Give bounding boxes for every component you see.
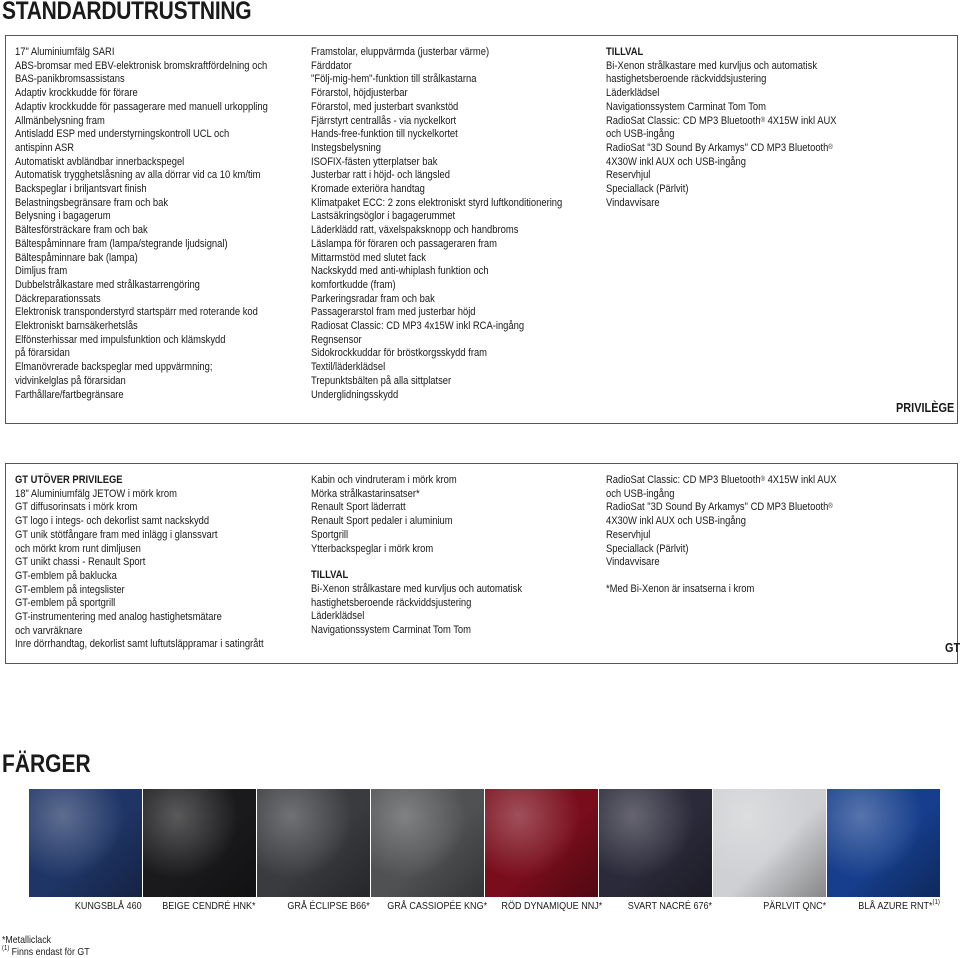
gt-feature-list [15,488,264,652]
list-item: GT-emblem på integslister [15,583,125,596]
list-item: hastighetsberoende räckviddsjustering [311,596,472,609]
list-item: Förarstol, höjdjusterbar [311,87,408,100]
color-label-text: BLÅ AZURE RNT* [858,900,933,912]
list-item: 17" Aluminiumfälg SARI [15,46,115,58]
color-label [713,900,826,912]
color-label-text: KUNGSBLÅ 460 [75,900,142,912]
list-item: Fjärrstyrt centrallås - via nyckelkort [311,114,457,127]
list-item: "Följ-mig-hem"-funktion till strålkastarna [311,73,477,86]
options-list [606,60,837,211]
list-item: vidvinkelglas på förarsidan [15,374,126,387]
color-swatch [257,789,370,897]
color-swatch [713,789,826,897]
color-label-text: GRÅ ÉCLIPSE B66* [287,900,370,912]
list-item: Vindavvisare [606,556,660,569]
list-item: GT-emblem på sportgrill [15,597,116,610]
list-item: och USB-ingång [606,128,675,141]
standard-options-column [606,46,837,210]
list-item: Framstolar, eluppvärmda (justerbar värme) [311,46,490,58]
list-item: Läderklädsel [606,87,660,100]
color-label [143,900,256,912]
list-item: Nackskydd med anti-whiplash funktion och [311,265,489,278]
gt-column-2 [311,474,522,638]
list-item: Mörka strålkastarinsatser* [311,487,420,500]
list-item: Navigationssystem Carminat Tom Tom [606,100,766,113]
list-item: Speciallack (Pärlvit) [606,542,689,555]
list-item: Belastningsbegränsare fram och bak [15,196,169,209]
colors-title: FÄRGER [2,750,91,778]
color-label [29,900,142,912]
gt-column-1 [15,474,264,652]
list-item: Bi-Xenon strålkastare med kurvljus och automatisk [606,59,818,72]
list-item: Parkeringsradar fram och bak [311,292,435,305]
list-item: Bi-Xenon strålkastare med kurvljus och automatisk [311,582,523,595]
list-item: Förarstol, med justerbart svankstöd [311,100,459,113]
list-item: Allmänbelysning fram [15,114,105,127]
gt-options-header: TILLVAL [311,569,349,582]
list-item: Radiosat Classic: CD MP3 4x15W inkl RCA-ingång [311,320,525,333]
list-item: Inre dörrhandtag, dekorlist samt luftutsläppramar i satingrått [15,638,264,651]
list-item: Elmanövrerade backspeglar med uppvärmning; [15,361,213,374]
list-item: Bältespåminnare fram (lampa/stegrande ljudsignal) [15,237,228,250]
color-label [485,900,603,912]
list-item: Dimljus fram [15,265,68,278]
list-item: Belysning i bagagerum [15,210,111,223]
list-item: RadioSat "3D Sound By Arkamys" CD MP3 Bluetooth® [606,141,833,154]
color-label-marker: (1) [932,899,940,906]
list-item: Vindavvisare [606,196,660,209]
list-item: Justerbar ratt i höjd- och längsled [311,169,450,182]
list-item: Reservhjul [606,528,651,541]
color-swatch [599,789,712,897]
list-item: Passagerarstol fram med justerbar höjd [311,306,476,319]
list-item: Instegsbelysning [311,141,382,154]
list-item: Bältespåminnare bak (lampa) [15,251,138,264]
color-label [599,900,712,912]
gt-note: *Med Bi-Xenon är insatserna i krom [606,582,755,595]
list-item: RadioSat "3D Sound By Arkamys" CD MP3 Bluetooth® [606,501,833,514]
list-item: Kabin och vindruteram i mörk krom [311,474,457,486]
color-swatch [371,789,484,897]
page-title: STANDARDUTRUSTNING [2,0,252,25]
color-label [371,900,488,912]
list-item: GT-instrumentering med analog hastighetsmätare [15,611,222,624]
color-label-text: PÄRLVIT QNC* [763,900,826,912]
list-item: Sportgrill [311,528,349,541]
list-item: Farthållare/fartbegränsare [15,388,124,401]
list-item: 18" Aluminiumfälg JETOW i mörk krom [15,487,177,500]
list-item: ISOFIX-fästen ytterplatser bak [311,155,438,168]
color-label-text: BEIGE CENDRÉ HNK* [162,900,256,912]
list-item: Elfönsterhissar med impulsfunktion och klämskydd [15,333,226,346]
gt-header: GT UTÖVER PRIVILEGE [15,474,123,486]
list-item: Läderklädd ratt, växelspaksknopp och handbroms [311,224,519,237]
list-item: Automatisk trygghetslåsning av alla dörrar vid ca 10 km/tim [15,169,261,182]
list-item: ABS-bromsar med EBV-elektronisk bromskraftfördelning och [15,59,268,72]
list-item: och USB-ingång [606,487,675,500]
standard-column-1 [15,46,268,402]
footnote-gt-only [2,946,90,958]
list-item: på förarsidan [15,347,70,360]
list-item: Däckreparationssats [15,292,101,305]
list-item: Läslampa för föraren och passageraren fram [311,237,497,250]
list-item: Elektroniskt barnsäkerhetslås [15,320,138,333]
list-item: BAS-panikbromsassistans [15,73,125,86]
list-item: Reservhjul [606,169,651,182]
list-item: Renault Sport pedaler i aluminium [311,515,453,528]
color-swatches [29,789,960,897]
color-swatch [29,789,142,897]
list-item: Läderklädsel [311,610,365,623]
list-item: Dubbelstrålkastare med strålkastarrengöring [15,278,200,291]
list-item: Mittarmstöd med slutet fack [311,251,426,264]
list-item: GT unik stötfångare fram med inlägg i glanssvart [15,528,218,541]
color-label [257,900,370,912]
list-item: Sidokrockkuddar för bröstkorgsskydd fram [311,347,488,360]
list-item: Lastsäkringsöglor i bagagerummet [311,210,456,223]
color-swatch [143,789,256,897]
list-item: Klimatpaket ECC: 2 zons elektroniskt styrd luftkonditionering [311,196,563,209]
privilege-label: PRIVILÈGE [895,400,954,415]
list-item: Antisladd ESP med understyrningskontroll UCL och [15,128,230,141]
gt-label: GT [944,640,960,655]
list-item: och varvräknare [15,624,83,637]
list-item: hastighetsberoende räckviddsjustering [606,73,767,86]
list-item: RadioSat Classic: CD MP3 Bluetooth® 4X15W inkl AUX [606,474,837,486]
color-label [827,900,940,912]
gt-feature-list-2 [311,474,522,556]
list-item: Regnsensor [311,333,362,346]
gt-options-list-2 [606,474,837,570]
list-item: Navigationssystem Carminat Tom Tom [311,624,471,637]
color-swatch [827,789,940,897]
gt-equipment-panel [5,463,958,664]
list-item: Underglidningsskydd [311,388,399,401]
list-item: Elektronisk transponderstyrd startspärr med roterande kod [15,306,258,319]
color-labels [29,900,960,912]
color-label-text: RÖD DYNAMIQUE NNJ* [501,900,603,912]
footnote-marker: (1) [2,945,10,952]
list-item: Speciallack (Pärlvit) [606,183,689,196]
list-item: 4X30W inkl AUX och USB-ingång [606,155,746,168]
list-item: Ytterbackspeglar i mörk krom [311,542,434,555]
list-item: Adaptiv krockkudde för passagerare med manuell urkoppling [15,100,268,113]
list-item: GT unikt chassi - Renault Sport [15,556,146,569]
list-item: GT diffusorinsats i mörk krom [15,501,138,514]
list-item: Textil/läderklädsel [311,361,386,374]
options-header: TILLVAL [606,46,644,58]
footnote-text: Finns endast för GT [11,946,90,958]
list-item: och mörkt krom runt dimljusen [15,542,141,555]
footnote-metallic: *Metalliclack [2,934,52,946]
list-item: antispinn ASR [15,141,75,154]
list-item: Automatiskt avbländbar innerbackspegel [15,155,185,168]
list-item: Bältesförsträckare fram och bak [15,224,148,237]
list-item: Backspeglar i briljantsvart finish [15,183,147,196]
list-item: komfortkudde (fram) [311,278,396,291]
list-item: Renault Sport läderratt [311,501,406,514]
list-item: Trepunktsbälten på alla sittplatser [311,374,452,387]
list-item: GT-emblem på baklucka [15,569,117,582]
standard-column-2 [311,46,562,402]
gt-column-3 [606,474,837,597]
list-item: Hands-free-funktion till nyckelkortet [311,128,458,141]
list-item: GT logo i integs- och dekorlist samt nackskydd [15,515,210,528]
color-label-text: GRÅ CASSIOPÉE KNG* [387,900,488,912]
list-item: RadioSat Classic: CD MP3 Bluetooth® 4X15W inkl AUX [606,114,837,127]
gt-options-list [311,583,522,638]
color-label-text: SVART NACRÉ 676* [627,900,712,912]
standard-equipment-panel [5,35,958,424]
list-item: Kromade exteriöra handtag [311,183,425,196]
list-item: Färddator [311,59,352,72]
color-swatch [485,789,598,897]
list-item: Adaptiv krockkudde för förare [15,87,138,100]
list-item: 4X30W inkl AUX och USB-ingång [606,515,746,528]
